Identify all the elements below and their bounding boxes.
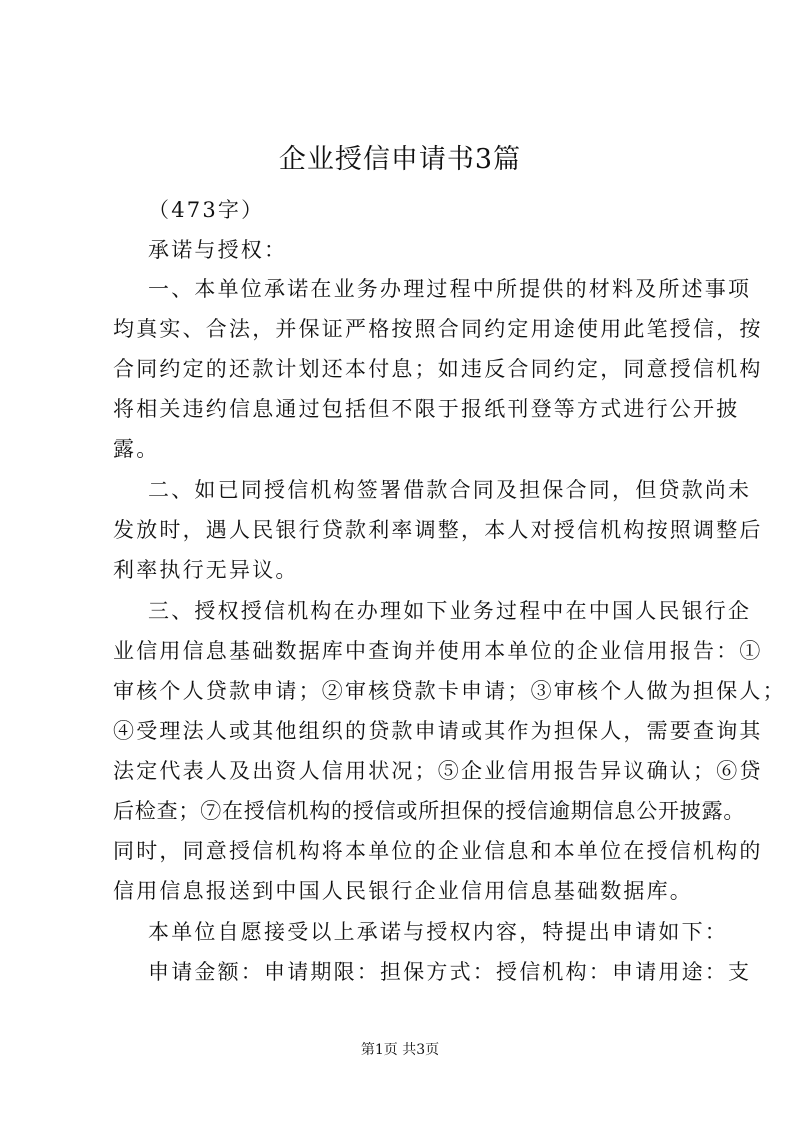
paragraph-line: 一、本单位承诺在业务办理过程中所提供的材料及所述事项 (148, 277, 752, 301)
paragraph-line: 合同约定的还款计划还本付息；如违反合同约定，同意授信机构 (113, 357, 763, 381)
paragraph-line: 利率执行无异议。 (113, 558, 299, 582)
paragraph-line: ④受理法人或其他组织的贷款申请或其作为担保人，需要查询其 (113, 719, 763, 743)
paragraph-line: 信用信息报送到中国人民银行企业信用信息基础数据库。 (113, 879, 693, 903)
paragraph-line: 将相关违约信息通过包括但不限于报纸刊登等方式进行公开披 (113, 397, 740, 421)
paragraph-line: 同时，同意授信机构将本单位的企业信息和本单位在授信机构的 (113, 839, 763, 863)
paragraph-line: 二、如已同授信机构签署借款合同及担保合同，但贷款尚未 (148, 478, 752, 502)
paragraph-line: 审核个人贷款申请；②审核贷款卡申请；③审核个人做为担保人； (113, 679, 786, 703)
paragraph-line: 发放时，遇人民银行贷款利率调整，本人对授信机构按照调整后 (113, 518, 763, 542)
section-heading: 承诺与授权： (148, 238, 288, 262)
paragraph-line: 法定代表人及出资人信用状况；⑤企业信用报告异议确认；⑥贷 (113, 759, 763, 783)
paragraph-line: 后检查；⑦在授信机构的授信或所担保的授信逾期信息公开披露。 (113, 799, 746, 823)
paragraph-line: 业信用信息基础数据库中查询并使用本单位的企业信用报告：① (113, 639, 763, 663)
paragraph-line: 三、授权授信机构在办理如下业务过程中在中国人民银行企 (148, 599, 752, 623)
paragraph-line: 申请金额：申请期限：担保方式：授信机构：申请用途：支 (148, 960, 752, 984)
paragraph-line: 露。 (113, 437, 160, 461)
word-count: （473字） (148, 198, 265, 222)
paragraph-line: 本单位自愿接受以上承诺与授权内容，特提出申请如下： (148, 920, 728, 944)
document-title: 企业授信申请书3篇 (278, 144, 522, 175)
paragraph-line: 均真实、合法，并保证严格按照合同约定用途使用此笔授信，按 (113, 317, 763, 341)
page-footer: 第1页 共3页 (360, 1042, 440, 1058)
